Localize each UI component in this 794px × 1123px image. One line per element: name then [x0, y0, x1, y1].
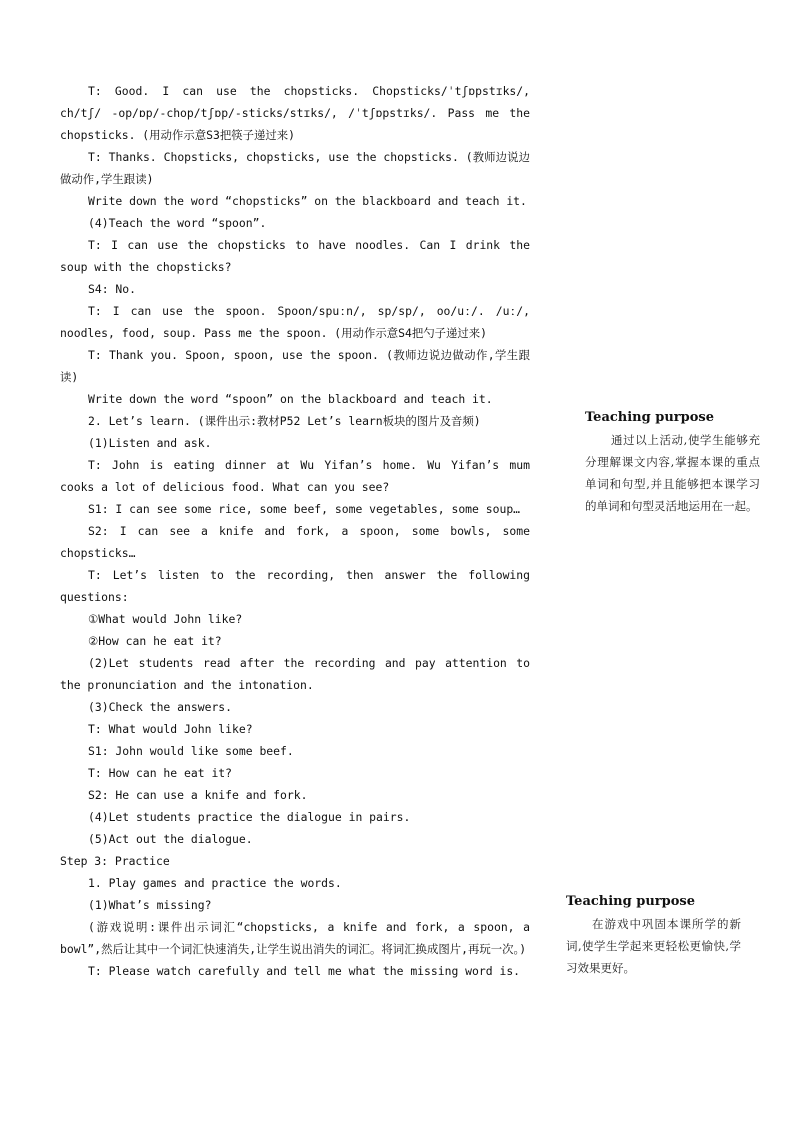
lesson-plan-body: [60, 80, 530, 982]
text-line: S1: John would like some beef.: [88, 744, 294, 758]
text-line: 2. Let’s learn. (课件出示:教材P52 Let’s learn板块的图片及音频): [88, 414, 481, 428]
note-title: Teaching purpose: [566, 894, 695, 909]
text-line: (1)What’s missing?: [88, 898, 212, 912]
text-line: Write down the word “spoon” on the blackboard and teach it.: [88, 392, 493, 406]
text-line: (4)Let students practice the dialogue in pairs.: [88, 810, 411, 824]
text-line: ②How can he eat it?: [88, 634, 222, 648]
text-line: ①What would John like?: [88, 612, 243, 626]
text-line: 1. Play games and practice the words.: [88, 876, 342, 890]
teaching-purpose-note-1: [585, 410, 760, 517]
text-line: S1: I can see some rice, some beef, some vegetables, some soup…: [88, 502, 521, 516]
text-line: T: I can use the spoon. Spoon/spuːn/, sp/sp/, oo/uː/. /uː/, noodles, food, soup. Pass me the spoon. (用动作示意S4把勺子递过来): [60, 304, 530, 340]
text-line: T: Thanks. Chopsticks, chopsticks, use the chopsticks. (教师边说边做动作,学生跟读): [60, 150, 530, 186]
text-line: (3)Check the answers.: [88, 700, 233, 714]
note-title: Teaching purpose: [585, 410, 714, 425]
note-text: 在游戏中巩固本课所学的新词,使学生学起来更轻松更愉快,学习效果更好。: [566, 917, 741, 975]
text-line: S2: I can see a knife and fork, a spoon, some bowls, some chopsticks…: [60, 524, 530, 560]
step-heading: Step 3: Practice: [60, 854, 170, 868]
text-line: T: How can he eat it?: [88, 766, 233, 780]
text-line: T: I can use the chopsticks to have noodles. Can I drink the soup with the chopsticks?: [60, 238, 530, 274]
text-line: (游戏说明:课件出示词汇“chopsticks, a knife and fork, a spoon, a bowl”,然后让其中一个词汇快速消失,让学生说出消失的词汇。将词汇换成图片,再玩一次。): [60, 920, 530, 956]
teaching-purpose-note-2: [566, 894, 741, 979]
text-line: Write down the word “chopsticks” on the blackboard and teach it.: [88, 194, 527, 208]
text-line: T: Please watch carefully and tell me what the missing word is.: [88, 964, 521, 978]
text-line: (1)Listen and ask.: [88, 436, 212, 450]
note-text: 通过以上活动,使学生能够充分理解课文内容,掌握本课的重点单词和句型,并且能够把本课学习的单词和句型灵活地运用在一起。: [585, 433, 760, 513]
text-line: S4: No.: [88, 282, 137, 296]
text-line: S2: He can use a knife and fork.: [88, 788, 308, 802]
text-line: T: Let’s listen to the recording, then answer the following questions:: [60, 568, 530, 604]
text-line: T: John is eating dinner at Wu Yifan’s home. Wu Yifan’s mum cooks a lot of delicious food. What can you see?: [60, 458, 530, 494]
text-line: (4)Teach the word “spoon”.: [88, 216, 267, 230]
text-line: (2)Let students read after the recording and pay attention to the pronunciation and the intonation.: [60, 656, 530, 692]
text-line: T: Good. I can use the chopsticks. Chopsticks/ˈtʃɒpstɪks/, ch/tʃ/ -op/ɒp/-chop/tʃɒp/-sticks/stɪks/, /ˈtʃɒpstɪks/. Pass me the chopsticks. (用动作示意S3把筷子递过来): [60, 84, 530, 142]
text-line: T: Thank you. Spoon, spoon, use the spoon. (教师边说边做动作,学生跟读): [60, 348, 530, 384]
text-line: T: What would John like?: [88, 722, 253, 736]
text-line: (5)Act out the dialogue.: [88, 832, 253, 846]
